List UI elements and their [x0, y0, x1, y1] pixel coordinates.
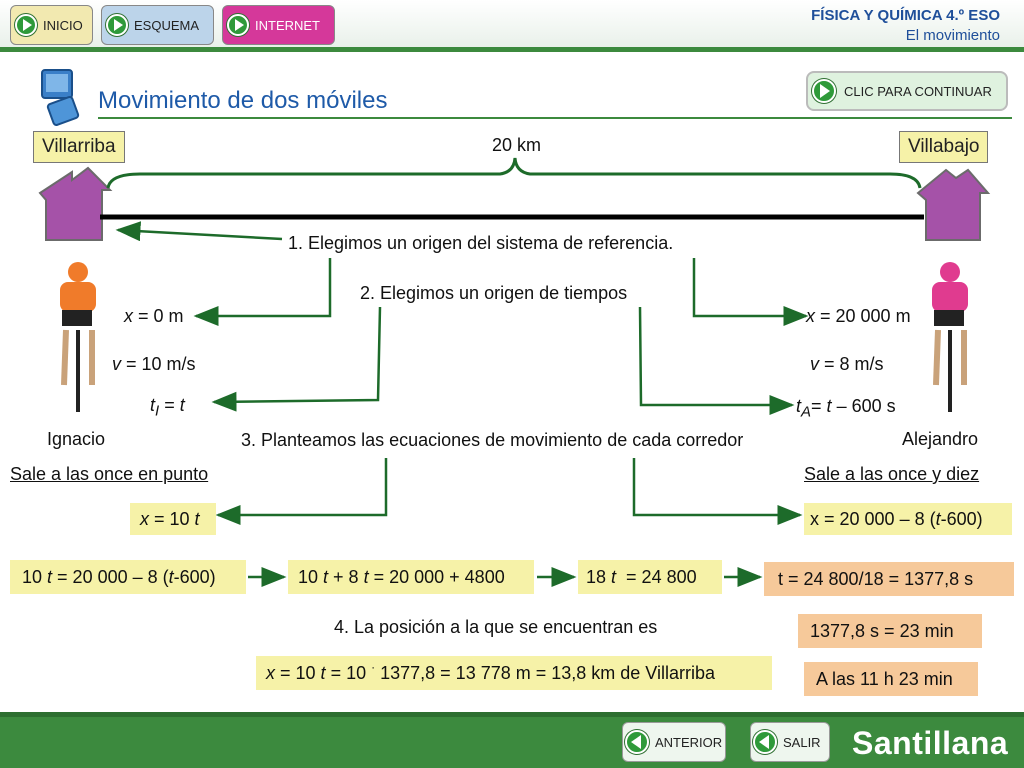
house-right-icon	[918, 170, 988, 240]
solution-position: x = 10 t = 10 · 1377,8 = 13 778 m = 13,8 km de Villarriba	[256, 656, 772, 690]
solution-eq3: 18 t = 24 800	[578, 560, 722, 594]
step2-text: 2. Elegimos un origen de tiempos	[360, 283, 628, 303]
solution-time: A las 11 h 23 min	[804, 662, 978, 696]
distance-brace	[108, 158, 920, 188]
ignacio-equation: x = 10 t	[130, 503, 216, 535]
anterior-label: ANTERIOR	[655, 734, 723, 750]
step1-text: 1. Elegimos un origen del sistema de referencia.	[288, 233, 674, 253]
town-villarriba: Villarriba	[33, 131, 125, 163]
arrow-step1-origin	[118, 230, 282, 239]
alejandro-equation: x = 20 000 – 8 ( t -600)	[804, 503, 1012, 535]
distance-label: 20 km	[492, 135, 542, 155]
solution-minutes: 1377,8 s = 23 min	[798, 614, 982, 648]
alejandro-departure: Sale a las once y diez	[804, 464, 980, 484]
arrow-eq-alejandro	[634, 458, 800, 515]
alejandro-name: Alejandro	[902, 429, 979, 449]
arrow-t-ignacio	[214, 307, 380, 402]
ignacio-name: Ignacio	[47, 429, 106, 449]
cyclist-alejandro-icon	[932, 262, 968, 412]
arrow-x0-alejandro	[694, 258, 806, 316]
alejandro-velocity: v = 8 m/s	[810, 354, 884, 374]
santillana-logo: Santillana	[852, 725, 1009, 761]
alejandro-time: $t_A= t - 600$ s	[796, 396, 896, 421]
ignacio-x0: x = 0 m	[124, 306, 184, 326]
course-title: FÍSICA Y QUÍMICA 4.º ESO	[811, 7, 1000, 24]
solution-eq1: 10 t = 20 000 – 8 ( t -600)	[10, 560, 246, 594]
ignacio-time: $t_I = t$	[150, 395, 185, 420]
salir-button[interactable]	[750, 722, 830, 762]
cyclist-ignacio-icon	[60, 262, 96, 412]
step3-text: 3. Planteamos las ecuaciones de movimiento de cada corredor	[241, 430, 744, 450]
page-title: Movimiento de dos móviles	[98, 87, 388, 114]
alejandro-x0: x = 20 000 m	[806, 306, 911, 326]
solution-eq4: t = 24 800/18 = 1377,8 s	[764, 562, 1014, 596]
back-arrow-icon	[625, 730, 649, 754]
town-villabajo: Villabajo	[899, 131, 988, 163]
step4-text: 4. La posición a la que se encuentran es	[334, 617, 658, 637]
inicio-label: INICIO	[43, 17, 83, 33]
internet-label: INTERNET	[255, 17, 320, 33]
anterior-button[interactable]	[622, 722, 726, 762]
continue-label: CLIC PARA CONTINUAR	[844, 83, 992, 99]
back-arrow-icon	[753, 730, 777, 754]
house-left-icon	[40, 168, 110, 240]
solution-eq2: 10 t + 8 t = 20 000 + 4800	[288, 560, 534, 594]
arrow-eq-ignacio	[218, 458, 386, 515]
arrow-x0-ignacio	[196, 258, 330, 316]
ignacio-velocity: v = 10 m/s	[112, 354, 196, 374]
ignacio-departure: Sale a las once en punto	[10, 464, 209, 484]
esquema-label: ESQUEMA	[134, 17, 200, 33]
arrow-t-alejandro	[640, 307, 792, 405]
salir-label: SALIR	[783, 734, 821, 750]
unit-title: El movimiento	[905, 27, 1000, 44]
